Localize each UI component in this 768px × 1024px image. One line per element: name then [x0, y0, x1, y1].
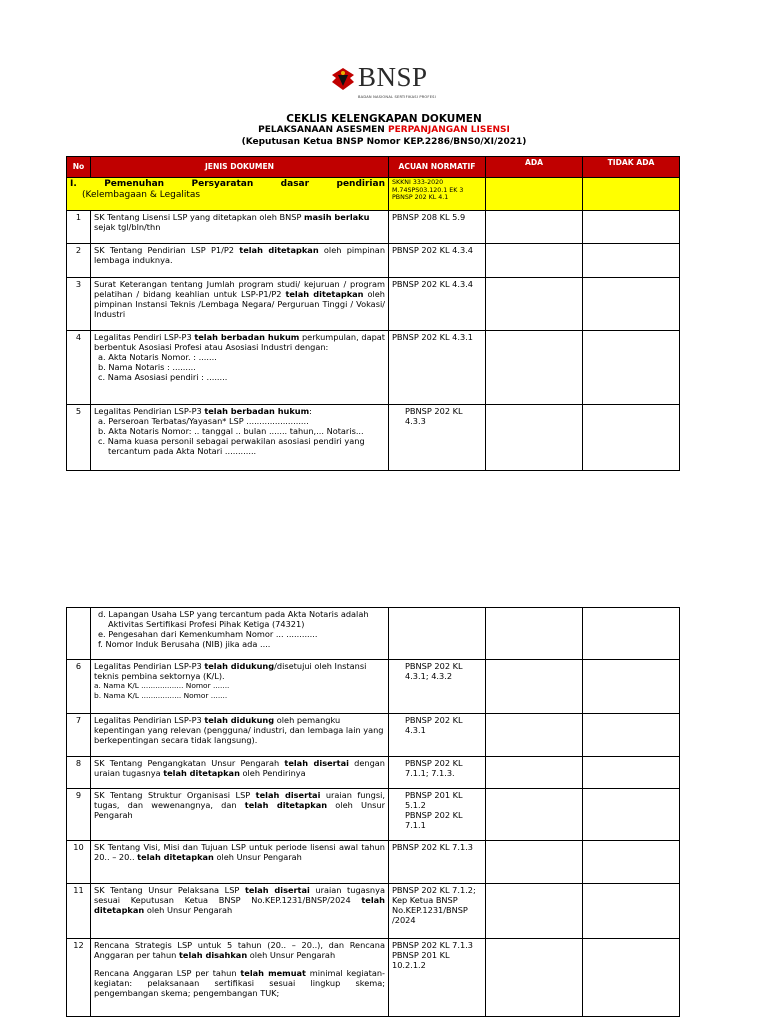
doc-description: Legalitas Pendirian LSP-P3 telah didukung oleh pemangku kepentingan yang relevan (pengguna/ industri, dan lembaga lain yang berkepentingan secara tidak langsung).	[91, 714, 389, 757]
normative-refs: PBNSP 202 KL 7.1.2; Kep Ketua BNSP No.KEP.1231/BNSP /2024	[389, 884, 486, 939]
checkbox-ada[interactable]	[486, 841, 583, 884]
checkbox-tidak-ada[interactable]	[583, 178, 680, 211]
table-row: 8 SK Tentang Pengangkatan Unsur Pengarah telah disertai dengan uraian tugasnya telah ditetapkan oleh Pendirinya PBNSP 202 KL 7.1.1; 7.1.3.	[67, 757, 680, 789]
table-row: 9 SK Tentang Struktur Organisasi LSP telah disertai uraian fungsi, tugas, dan wewenangnya, dan telah ditetapkan oleh Unsur Pengarah PBNSP 201 KL 5.1.2 PBNSP 202 KL 7.1.1	[67, 789, 680, 841]
bnsp-logo	[330, 62, 440, 112]
doc-description: SK Tentang Pengangkatan Unsur Pengarah telah disertai dengan uraian tugasnya telah ditetapkan oleh Pendirinya	[91, 757, 389, 789]
page-subtitle: PELAKSANAAN ASESMEN PERPANJANGAN LISENSI	[258, 125, 510, 135]
doc-description: Surat Keterangan tentang Jumlah program studi/ kejuruan / program pelatihan / bidang keahlian untuk LSP-P1/P2 telah ditetapkan oleh pimpinan Instansi Teknis /Lembaga Negara/ Perguruan Tinggi / Vokasi/ Industri	[91, 278, 389, 331]
doc-description: Legalitas Pendirian LSP-P3 telah didukung/disetujui oleh Instansi teknis pembina sektornya (K/L). a. Nama K/L .................. Nomor ....... b. Nama K/L ................. Nomor .......	[91, 660, 389, 714]
doc-description: d. Lapangan Usaha LSP yang tercantum pada Akta Notaris adalah Aktivitas Sertifikasi Profesi Pihak Ketiga (74321) e. Pengesahan dari Kemenkumham Nomor ... ............ f. Nomor Induk Berusaha (NIB) jika ada ....	[91, 608, 389, 660]
table-header	[67, 157, 680, 178]
doc-description: Rencana Strategis LSP untuk 5 tahun (20.. – 20..), dan Rencana Anggaran per tahun telah disahkan oleh Unsur Pengarah Rencana Anggaran LSP per tahun telah memuat minimal kegiatan-kegiatan: pelaksanaan sertifikasi sesuai lingkup skema; pengembangan skema; pengembangan TUK;	[91, 939, 389, 1017]
checkbox-ada[interactable]	[486, 789, 583, 841]
doc-description: Legalitas Pendirian LSP-P3 telah berbadan hukum: a. Perseroan Terbatas/Yayasan* LSP ........................ b. Akta Notaris Nomor: .. tanggal .. bulan ....... tahun,... Notaris... c. Nama kuasa personil sebagai perwakilan asosiasi pendiri yang tercantum pada Akta Notari ............	[91, 405, 389, 471]
checkbox-ada[interactable]	[486, 211, 583, 244]
doc-description: Legalitas Pendiri LSP-P3 telah berbadan hukum perkumpulan, dapat berbentuk Asosiasi Profesi atau Asosiasi Industri dengan: a. Akta Notaris Nomor. : ....... b. Nama Notaris : ......... c. Nama Asosiasi pendiri : ........	[91, 331, 389, 405]
decree-reference: (Keputusan Ketua BNSP Nomor KEP.2286/BNS0/XI/2021)	[241, 137, 527, 147]
checkbox-ada[interactable]	[486, 714, 583, 757]
normative-refs: PBNSP 201 KL 5.1.2 PBNSP 202 KL 7.1.1	[389, 789, 486, 841]
checkbox-ada[interactable]	[486, 660, 583, 714]
table-row: 4 Legalitas Pendiri LSP-P3 telah berbadan hukum perkumpulan, dapat berbentuk Asosiasi Profesi atau Asosiasi Industri dengan: a. Akta Notaris Nomor. : ....... b. Nama Notaris : ......... c. Nama Asosiasi pendiri : ........ PBNSP 202 KL 4.3.1	[67, 331, 680, 405]
col-ada: ADA	[486, 157, 583, 178]
table-row: 1 SK Tentang Lisensi LSP yang ditetapkan oleh BNSP masih berlaku sejak tgl/bln/thn PBNSP 208 KL 5.9	[67, 211, 680, 244]
table-row: 2 SK Tentang Pendirian LSP P1/P2 telah ditetapkan oleh pimpinan lembaga induknya. PBNSP 202 KL 4.3.4	[67, 244, 680, 278]
doc-description: SK Tentang Unsur Pelaksana LSP telah disertai uraian tugasnya sesuai Keputusan Ketua BNSP No.KEP.1231/BNSP/2024 telah ditetapkan oleh Unsur Pengarah	[91, 884, 389, 939]
checkbox-ada[interactable]	[486, 331, 583, 405]
col-acuan: ACUAN NORMATIF	[389, 157, 486, 178]
checkbox-ada[interactable]	[486, 884, 583, 939]
col-tidak-ada: TIDAK ADA	[583, 157, 680, 178]
table-row: 10 SK Tentang Visi, Misi dan Tujuan LSP untuk periode lisensi awal tahun 20.. – 20.. telah ditetapkan oleh Unsur Pengarah PBNSP 202 KL 7.1.3	[67, 841, 680, 884]
col-jenis: JENIS DOKUMEN	[91, 157, 389, 178]
table-row: 6 Legalitas Pendirian LSP-P3 telah didukung/disetujui oleh Instansi teknis pembina sektornya (K/L). a. Nama K/L .................. Nomor ....... b. Nama K/L ................. Nomor ....... PBNSP 202 KL 4.3.1; 4.3.2	[67, 660, 680, 714]
doc-description: SK Tentang Pendirian LSP P1/P2 telah ditetapkan oleh pimpinan lembaga induknya.	[91, 244, 389, 278]
checkbox-ada[interactable]	[486, 939, 583, 1017]
checkbox-tidak-ada[interactable]	[583, 331, 680, 405]
checkbox-ada[interactable]	[486, 405, 583, 471]
checkbox-tidak-ada[interactable]	[583, 939, 680, 1017]
checkbox-ada[interactable]	[486, 608, 583, 660]
checkbox-tidak-ada[interactable]	[583, 608, 680, 660]
checkbox-tidak-ada[interactable]	[583, 278, 680, 331]
logo-subtext: BADAN NASIONAL SERTIFIKASI PROFESI	[358, 95, 436, 99]
doc-description: SK Tentang Lisensi LSP yang ditetapkan oleh BNSP masih berlaku sejak tgl/bln/thn	[91, 211, 389, 244]
checkbox-tidak-ada[interactable]	[583, 211, 680, 244]
bnsp-emblem-icon	[330, 66, 356, 92]
checkbox-ada[interactable]	[486, 178, 583, 211]
checklist-table-part2	[66, 607, 680, 1017]
checkbox-tidak-ada[interactable]	[583, 405, 680, 471]
section-row	[67, 178, 680, 211]
doc-description: SK Tentang Struktur Organisasi LSP telah disertai uraian fungsi, tugas, dan wewenangnya, dan telah ditetapkan oleh Unsur Pengarah	[91, 789, 389, 841]
checkbox-tidak-ada[interactable]	[583, 841, 680, 884]
table-row: 3 Surat Keterangan tentang Jumlah program studi/ kejuruan / program pelatihan / bidang keahlian untuk LSP-P1/P2 telah ditetapkan oleh pimpinan Instansi Teknis /Lembaga Negara/ Perguruan Tinggi / Vokasi/ Industri PBNSP 202 KL 4.3.4	[67, 278, 680, 331]
normative-refs: PBNSP 202 KL 7.1.3 PBNSP 201 KL 10.2.1.2	[389, 939, 486, 1017]
table-row	[67, 608, 680, 660]
section-refs: SKKNI 333-2020 M.74SPS03.120.1 EK 3 PBNSP 202 KL 4.1	[389, 178, 486, 211]
table-row: 11 SK Tentang Unsur Pelaksana LSP telah disertai uraian tugasnya sesuai Keputusan Ketua BNSP No.KEP.1231/BNSP/2024 telah ditetapkan oleh Unsur Pengarah PBNSP 202 KL 7.1.2; Kep Ketua BNSP No.KEP.1231/BNSP /2024	[67, 884, 680, 939]
page-title: CEKLIS KELENGKAPAN DOKUMEN	[286, 113, 482, 125]
table-row: 12 Rencana Strategis LSP untuk 5 tahun (20.. – 20..), dan Rencana Anggaran per tahun telah disahkan oleh Unsur Pengarah Rencana Anggaran LSP per tahun telah memuat minimal kegiatan-kegiatan: pelaksanaan sertifikasi sesuai lingkup skema; pengembangan skema; pengembangan TUK; PBNSP 202 KL 7.1.3 PBNSP 201 KL 10.2.1.2	[67, 939, 680, 1017]
section-title: I. Pemenuhan Persyaratan dasar pendirian (Kelembagaan & Legalitas	[67, 178, 389, 211]
checklist-table-part1	[66, 156, 680, 471]
table-row: 5 Legalitas Pendirian LSP-P3 telah berbadan hukum: a. Perseroan Terbatas/Yayasan* LSP ........................ b. Akta Notaris Nomor: .. tanggal .. bulan ....... tahun,... Notaris... c. Nama kuasa personil sebagai perwakilan asosiasi pendiri yang tercantum pada Akta Notari ............ PBNSP 202 KL 4.3.3	[67, 405, 680, 471]
doc-description: SK Tentang Visi, Misi dan Tujuan LSP untuk periode lisensi awal tahun 20.. – 20.. telah ditetapkan oleh Unsur Pengarah	[91, 841, 389, 884]
checkbox-tidak-ada[interactable]	[583, 714, 680, 757]
checkbox-ada[interactable]	[486, 278, 583, 331]
logo-text: BNSP	[358, 62, 428, 92]
checkbox-tidak-ada[interactable]	[583, 757, 680, 789]
checkbox-tidak-ada[interactable]	[583, 884, 680, 939]
table-row: 7 Legalitas Pendirian LSP-P3 telah didukung oleh pemangku kepentingan yang relevan (pengguna/ industri, dan lembaga lain yang berkepentingan secara tidak langsung). PBNSP 202 KL 4.3.1	[67, 714, 680, 757]
checkbox-tidak-ada[interactable]	[583, 789, 680, 841]
checkbox-tidak-ada[interactable]	[583, 660, 680, 714]
checkbox-ada[interactable]	[486, 244, 583, 278]
checkbox-tidak-ada[interactable]	[583, 244, 680, 278]
checkbox-ada[interactable]	[486, 757, 583, 789]
col-no: No	[67, 157, 91, 178]
